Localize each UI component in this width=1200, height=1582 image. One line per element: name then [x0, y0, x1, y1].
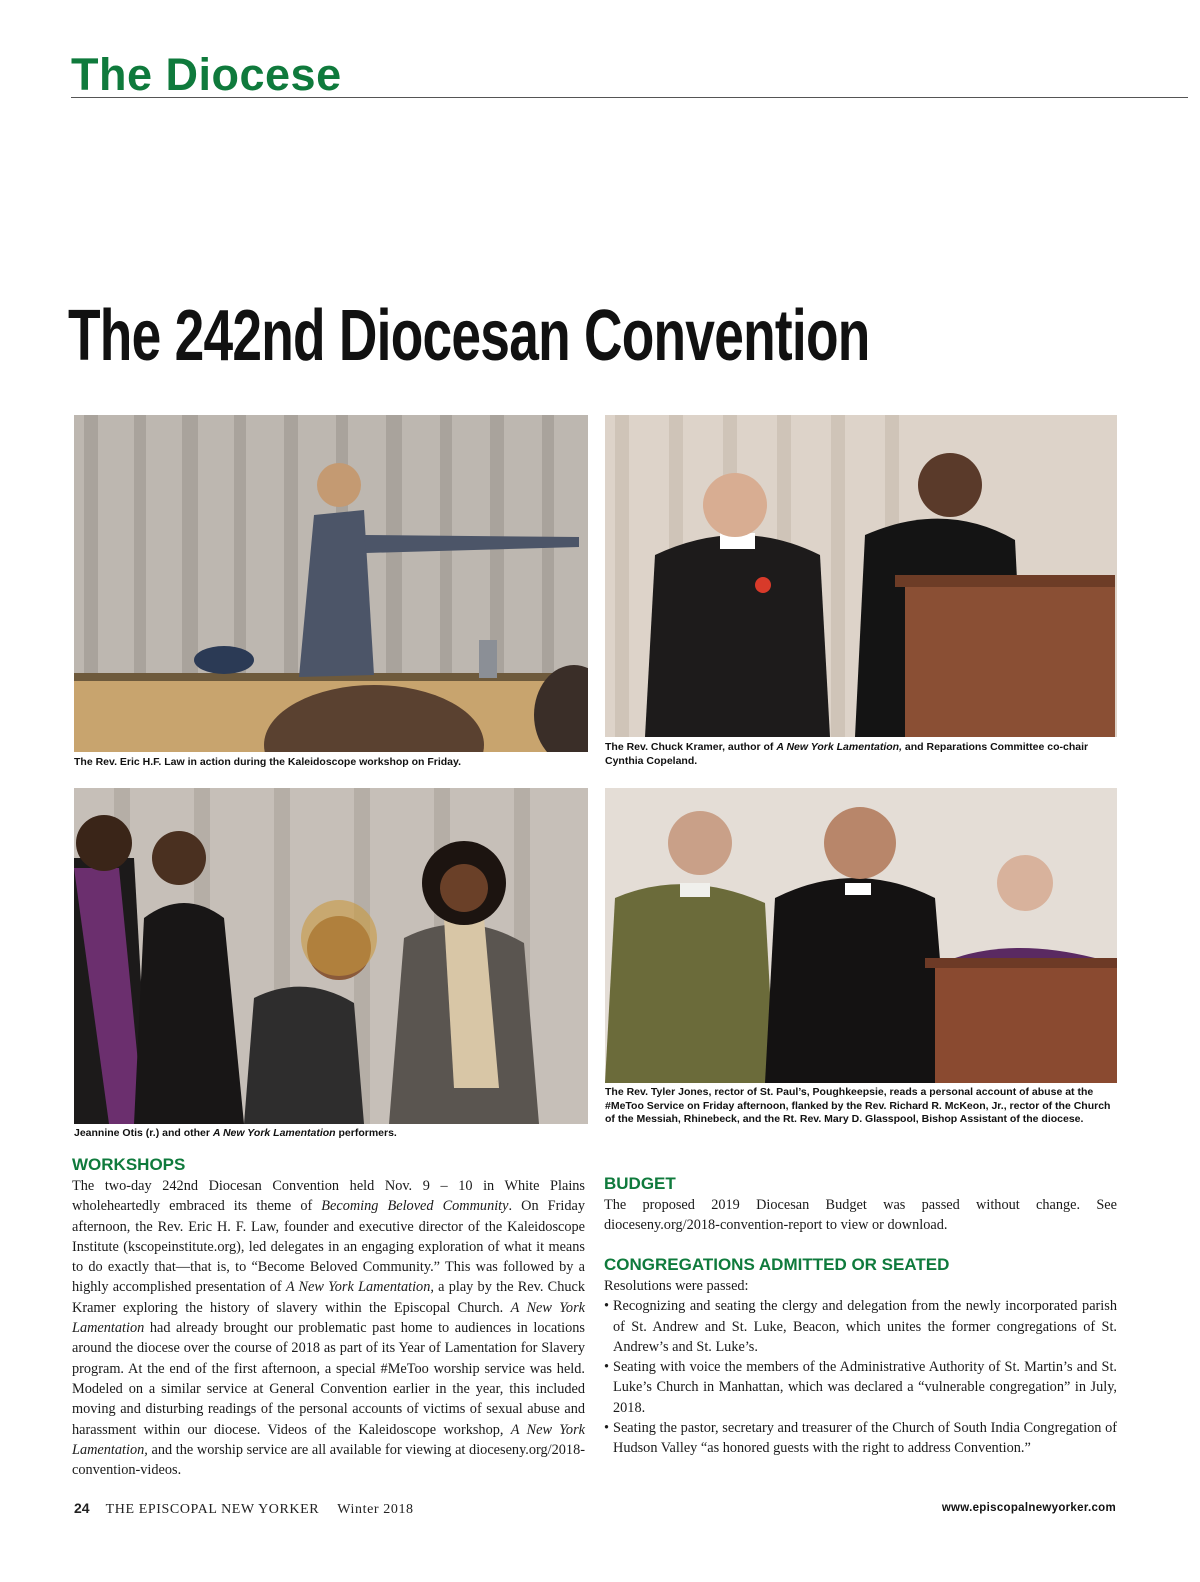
photo-metoo-service	[605, 788, 1117, 1083]
section-title: The Diocese	[71, 49, 342, 100]
photo-eric-law-workshop	[74, 415, 588, 752]
page-number: 24	[74, 1500, 90, 1516]
photo-caption-3: Jeannine Otis (r.) and other A New York Lamentation performers.	[74, 1127, 397, 1139]
section-divider	[71, 97, 1188, 98]
budget-heading: BUDGET	[604, 1174, 676, 1193]
workshops-body: The two-day 242nd Diocesan Convention held Nov. 9 – 10 in White Plains wholeheartedly embraced its theme of Becoming Beloved Community. On Friday afternoon, the Rev. Eric H. F. Law, founder and executive director of the Kaleidoscope Institute (kscopeinstitute.org), led delegates in an engaging exploration of what it means to do exactly that—that is, to “Become Beloved Community.” This was followed by a highly accomplished presentation of A New York Lamentation, a play by the Rev. Chuck Kramer exploring the history of slavery within the Episcopal Church. A New York Lamentation had already brought our problematic past home to audiences in locations around the diocese over the course of 2018 as part of its Year of Lamentation for Slavery program. At the end of the first afternoon, a special #MeToo worship service was held. Modeled on a similar service at General Convention earlier in the year, this included moving and disturbing readings of the personal accounts of victims of sexual abuse and harassment within our diocese. Videos of the Kaleidoscope workshop, A New York Lamentation, and the worship service are all available for viewing at dioceseny.org/2018-convention-videos.	[72, 1178, 585, 1479]
resolution-item: • Seating with voice the members of the Administrative Authority of St. Martin’s and St. Luke’s Church in Manhattan, which was declared a “vulnerable congregation” in July, 2018.	[604, 1359, 1117, 1416]
issue-label: Winter 2018	[337, 1502, 414, 1517]
photo-lamentation-performers	[74, 788, 588, 1124]
publication-name: THE EPISCOPAL NEW YORKER	[105, 1502, 320, 1517]
page-footer-left	[74, 1500, 414, 1518]
budget-section	[604, 1173, 1117, 1236]
page-headline: The 242nd Diocesan Convention	[68, 296, 870, 376]
budget-body: The proposed 2019 Diocesan Budget was passed without change. See dioceseny.org/2018-convention-report to view or download.	[604, 1197, 1117, 1234]
congregations-intro: Resolutions were passed:	[604, 1278, 749, 1294]
photo-caption-2: The Rev. Chuck Kramer, author of A New York Lamentation, and Reparations Committee co-chair Cynthia Copeland.	[605, 741, 1089, 767]
workshops-section	[72, 1154, 585, 1480]
congregations-heading: CONGREGATIONS ADMITTED OR SEATED	[604, 1255, 950, 1274]
photo-caption-4: The Rev. Tyler Jones, rector of St. Paul’s, Poughkeepsie, reads a personal account of abuse at the #MeToo Service on Friday afternoon, flanked by the Rev. Richard R. McKeon, Jr., rector of the Church of the Messiah, Rhinebeck, and the Rt. Rev. Mary D. Glasspool, Bishop Assistant of the diocese.	[605, 1086, 1111, 1125]
resolution-item: • Seating the pastor, secretary and treasurer of the Church of South India Congregation of Hudson Valley “as honored guests with the right to address Convention.”	[604, 1420, 1117, 1457]
photo-caption-1: The Rev. Eric H.F. Law in action during the Kaleidoscope workshop on Friday.	[74, 756, 462, 768]
congregations-section	[604, 1254, 1117, 1459]
website-url: www.episcopalnewyorker.com	[941, 1502, 1116, 1514]
workshops-heading: WORKSHOPS	[72, 1155, 186, 1174]
resolution-item: • Recognizing and seating the clergy and delegation from the newly incorporated parish of St. Andrew and St. Luke, Beacon, which unites the former congregations of St. Andrew’s and St. Luke’s.	[604, 1298, 1117, 1355]
photo-kramer-copeland	[605, 415, 1117, 737]
